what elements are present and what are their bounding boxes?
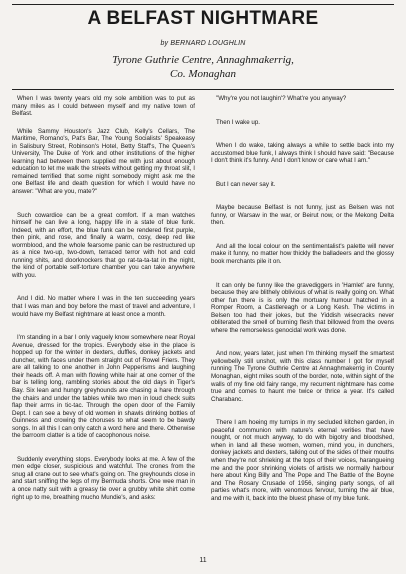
header-rule-bottom [12,89,394,90]
venue-line-2: Co. Monaghan [170,68,236,80]
page-number: 11 [199,557,207,564]
article-byline: by BERNARD LOUGHLIN [160,40,246,47]
right-paragraph: It can only be funny like the gravediggers in 'Hamlet' are funny, because they are blithely oblivious of what is really going on. What other fun there is is only the mortuary humour hatched in a Romper Room, a Castlereagh or a Long Kesh. The victims in Belsen too had their jokes, but the Yiddish wisecracks never obliterated the smell of burning flesh that billowed from the ovens where the remorseless genocidal work was done. [211,281,394,334]
header-rule-top [12,4,394,5]
left-paragraph: Suddenly everything stops. Everybody looks at me. A few of the men edge closer, suspicious and watchful. The crones from the snug all crane out to see what's going on. The greyhounds close in and start sniffing the legs of my Bermuda shorts. One wee man in a once natty suit with a greasy tie over a grubby white shirt come right up to me, breathing mucho Mundie's, and asks: [12,455,195,501]
left-paragraph: When I was twenty years old my sole ambition was to put as many miles as I could between myself and my native town of Belfast. [12,95,195,118]
right-paragraph: And now, years later, just when I'm thinking myself the smartest yellowbelly still unshot, with this class number I got for myself running The Tyrone Guthrie Centre at Annaghmakerrig in County Monaghan, eight miles south of the border, note, within sight of the walls of my fine old fairy range, my recurrent nightmare has come true and comes to haunt me twice or thrice a year. It's called Charabanc. [211,350,394,403]
right-paragraph: There I am hoeing my turnips in my secluded kitchen garden, in peaceful communion with nature's eternal verities that have nought, or not much anyway, to do with bigotry and bloodshed, when in land all these women, women, mind you, in dunchers, donkey jackets and dexters, talking out of the sides of their mouths when they're not shrieking at the tops of their voices, harangueing me and the poor shrinking violets of artists we normally harbour here about King Billy and The Pope and The Battle of the Boyne and The Rosary Crusade of 1956, singing party songs, of all parties what's more, with venomous fervour, turning the air blue, and me with it, back into the bluest phase of my blue funk. [211,419,394,502]
right-paragraph: And all the local colour on the sentimentalist's palette will never make it funny, no matter how thickly the balladeers and the glossy book merchants pile it on. [211,242,394,266]
right-paragraph: Maybe because Belfast is not funny, just as Belsen was not funny, or Warsaw in the war, or Beirut now, or the Mekong Delta then. [211,204,394,227]
right-paragraph: When I do wake, taking always a while to settle back into my accustomed blue funk, I always think I should have said: "Because I don't think it's funny. And I don't know or care what I am." [211,142,394,165]
venue-line-1: Tyrone Guthrie Centre, Annaghmakerrig, [112,54,294,66]
right-paragraph: "Why're you not laughin'? What're you anyway? [216,95,347,102]
left-paragraph: Such cowardice can be a great comfort. If a man watches himself he can live a long, happy life in a state of blue funk. Indeed, with an effort, the blue funk can be rendered first purple, then pink, and rose, and finally a warm, cosy, deep red like wormblood, and the whole fearsome panic can be restructured up as a nice two-up, two-down, terraced terror with hot and cold running shits, and doorknockers that go rat-ta-ta-tat in the night, the kind of portable self-torture chamber you can take anywhere with you. [12,211,195,279]
left-paragraph: I'm standing in a bar I only vaguely know somewhere near Royal Avenue, dressed for the tropics. Everybody else in the place is hopped up for the winter in dexters, duffles, donkey jackets and duncher, with faces under them straight out of Rowel Friers. They are all talking to one another in John Pepperisms and laughing their heads off. A man with flowing white hair at one corner of the bar is telling long, rambling stories about the old days in Tiger's Bay. Six lean and hungry greyhounds are chasing a hare through the chairs and under the tables while two men in loud check suits flap their arms in tic-tac. Through the open door of the Family Dept. I can see a bevy of old women in shawls drinking bottles of Guinness and crowing the choruses to what seem to be bawdy songs. In all this I can only catch a word here and there. Otherwise the barroom clatter is a tide of cacophonous noise. [12,334,195,440]
article-title: A BELFAST NIGHTMARE [87,8,319,29]
right-column [211,95,394,551]
left-column [12,95,195,551]
right-paragraph: But I can never say it. [216,180,276,188]
right-paragraph: Then I wake up. [216,118,261,126]
left-paragraph: While Sammy Houston's Jazz Club, Kelly's Cellars, The Maritime, Romano's, Pat's Bar, The Young Socialists' Speakeasy in Salisbury Street, Robinson's Hotel, Betty Staff's, The Queen's University, The Duke of York and other institutions of the higher learning had between them supplied me with just about enough education to let me walk the streets without getting my throat slit, I remained terrified that some night somebody might ask me the one Belfast life and death question for which I would have no answer: "What are you, mate?" [12,127,195,196]
left-paragraph: And I did. No matter where I was in the ten succeeding years that I was man and boy before the mast of travel and adventure, I would have my Belfast nightmare at least once a month. [12,295,195,318]
